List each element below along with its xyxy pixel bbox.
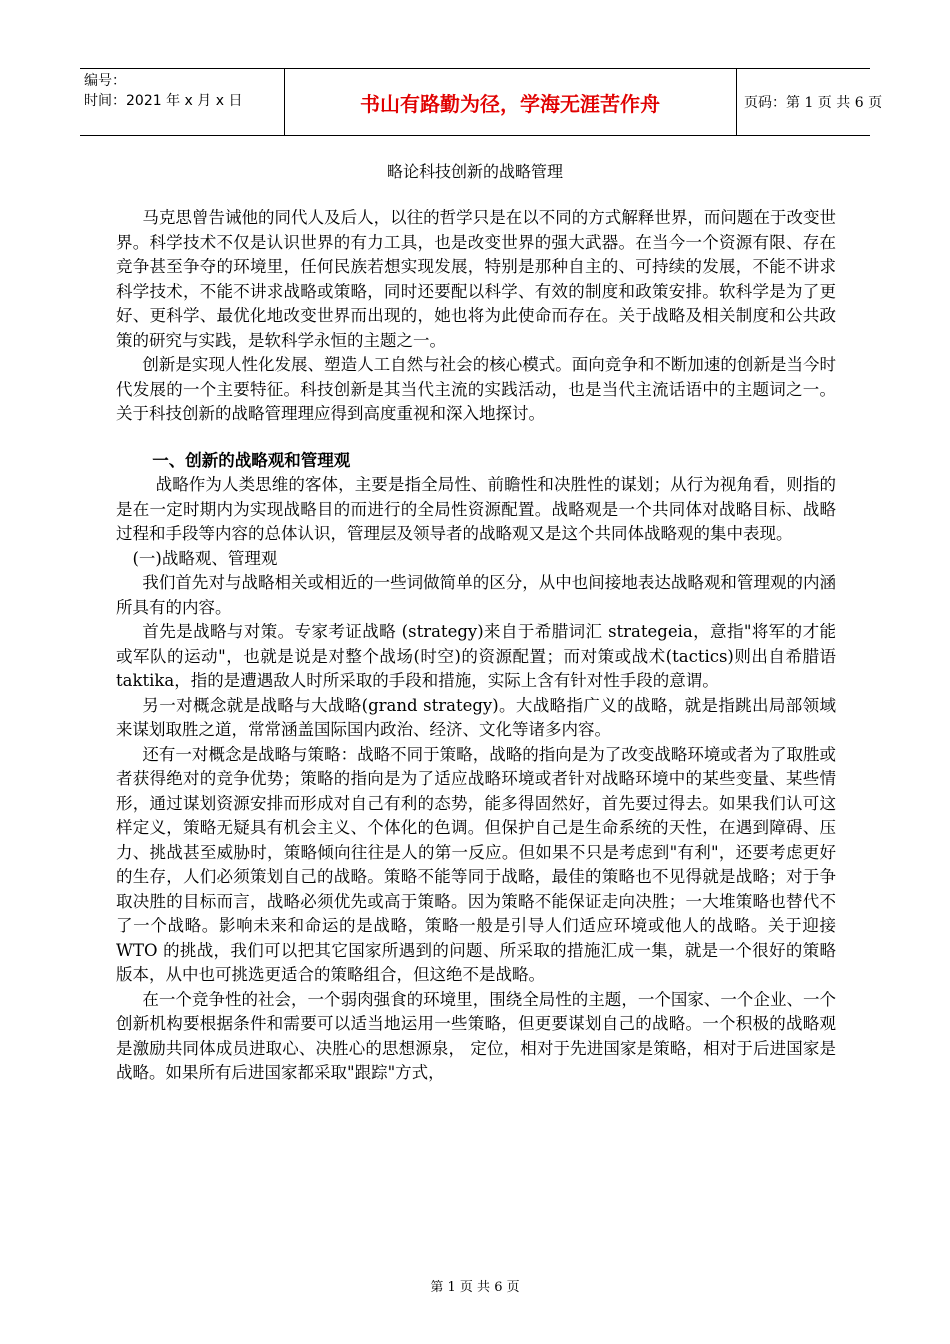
paragraph: 创新是实现人性化发展、塑造人工自然与社会的核心模式。面向竞争和不断加速的创新是当今时代发展的一个主要特征。科技创新是其当代主流的实践活动，也是当代主流话语中的主题词之一。关于科技创新的战略管理理应得到高度重视和深入地探讨。: [116, 355, 836, 423]
section-heading: 一、创新的战略观和管理观: [152, 450, 351, 470]
document-body: [116, 206, 836, 1086]
number-label: 编号：: [84, 73, 126, 89]
header-divider: [736, 69, 737, 135]
paragraph: 还有一对概念是战略与策略：战略不同于策略，战略的指向是为了改变战略环境或者为了取胜或者获得绝对的竞争优势；策略的指向是为了适应战略环境或者针对战略环境中的某些变量、某些情形，通过谋划资源安排而形成对自己有利的态势，能多得固然好，首先要过得去。如果我们认可这样定义，策略无疑具有机会主义、个体化的色调。但保护自己是生命系统的天性，在遇到障碍、压力、挑战甚至威胁时，策略倾向往往是人的第一反应。但如果不只是考虑到"有利"，还要考虑更好的生存，人们必须策划自己的战略。策略不能等同于战略，最佳的策略也不见得就是战略；对于争取决胜的目标而言，战略必须优先或高于策略。因为策略不能保证走向决胜；一大堆策略也替代不了一个战略。影响未来和命运的是战略，策略一般是引导人们适应环境或他人的战略。关于迎接 WTO 的挑战，我们可以把其它国家所遇到的问题、所采取的措施汇成一集，就是一个很好的策略版本，从中也可挑选更适合的策略组合，但这绝不是战略。: [116, 744, 836, 984]
paragraph: 我们首先对与战略相关或相近的一些词做简单的区分，从中也间接地表达战略观和管理观的内涵所具有的内容。: [116, 573, 836, 617]
paragraph: 首先是战略与对策。专家考证战略 (strategy)来自于希腊词汇 strategeia，意指"将军的才能或军队的运动"，也就是说是对整个战场(时空)的资源配置；而对策或战术(tactics)则出自希腊语 taktika，指的是遭遇敌人时所采取的手段和措施，实际上含有针对性手段的意谓。: [116, 622, 836, 690]
paragraph: 在一个竞争性的社会，一个弱肉强食的环境里，围绕全局性的主题，一个国家、一个企业、一个创新机构要根据条件和需要可以适当地运用一些策略，但更要谋划自己的战略。一个积极的战略观是激励共同体成员进取心、决胜心的思想源泉， 定位，相对于先进国家是策略，相对于后进国家是 战略。如果所有后进国家都采取"跟踪"方式，: [116, 989, 836, 1082]
header-meta: [84, 71, 280, 111]
page-footer: 第 1 页 共 6 页: [430, 1280, 520, 1295]
date-label: 时间：2021 年 x 月 x 日: [84, 93, 243, 109]
paragraph: 马克思曾告诫他的同代人及后人，以往的哲学只是在以不同的方式解释世界，而问题在于改变世界。科学技术不仅是认识世界的有力工具，也是改变世界的强大武器。在当今一个资源有限、存在竞争甚至争夺的环境里，任何民族若想实现发展，特别是那种自主的、可持续的发展，不能不讲求科学技术，不能不讲求战略或策略，同时还要配以科学、有效的制度和政策安排。软科学是为了更好、更科学、最优化地改变世界而出现的，她也将为此使命而存在。关于战略及相关制度和公共政策的研究与实践，是软科学永恒的主题之一。: [116, 208, 836, 350]
subheading: (一)战略观、管理观: [132, 548, 278, 568]
header-page-label: 页码：第 1 页 共 6 页: [744, 95, 883, 111]
header-motto: 书山有路勤为径，学海无涯苦作舟: [360, 91, 660, 116]
paragraph: 另一对概念就是战略与大战略(grand strategy)。大战略指广义的战略，就是指跳出局部领域来谋划取胜之道，常常涵盖国际国内政治、经济、文化等诸多内容。: [116, 695, 836, 739]
header-bar: [80, 68, 883, 136]
paragraph: 战略作为人类思维的客体，主要是指全局性、前瞻性和决胜性的谋划；从行为视角看，则指的是在一定时期内为实现战略目的而进行的全局性资源配置。战略观是一个共同体对战略目标、战略过程和手段等内容的总体认识，管理层及领导者的战略观又是这个共同体战略观的集中表现。: [116, 475, 836, 543]
document-title: 略论科技创新的战略管理: [386, 162, 563, 181]
